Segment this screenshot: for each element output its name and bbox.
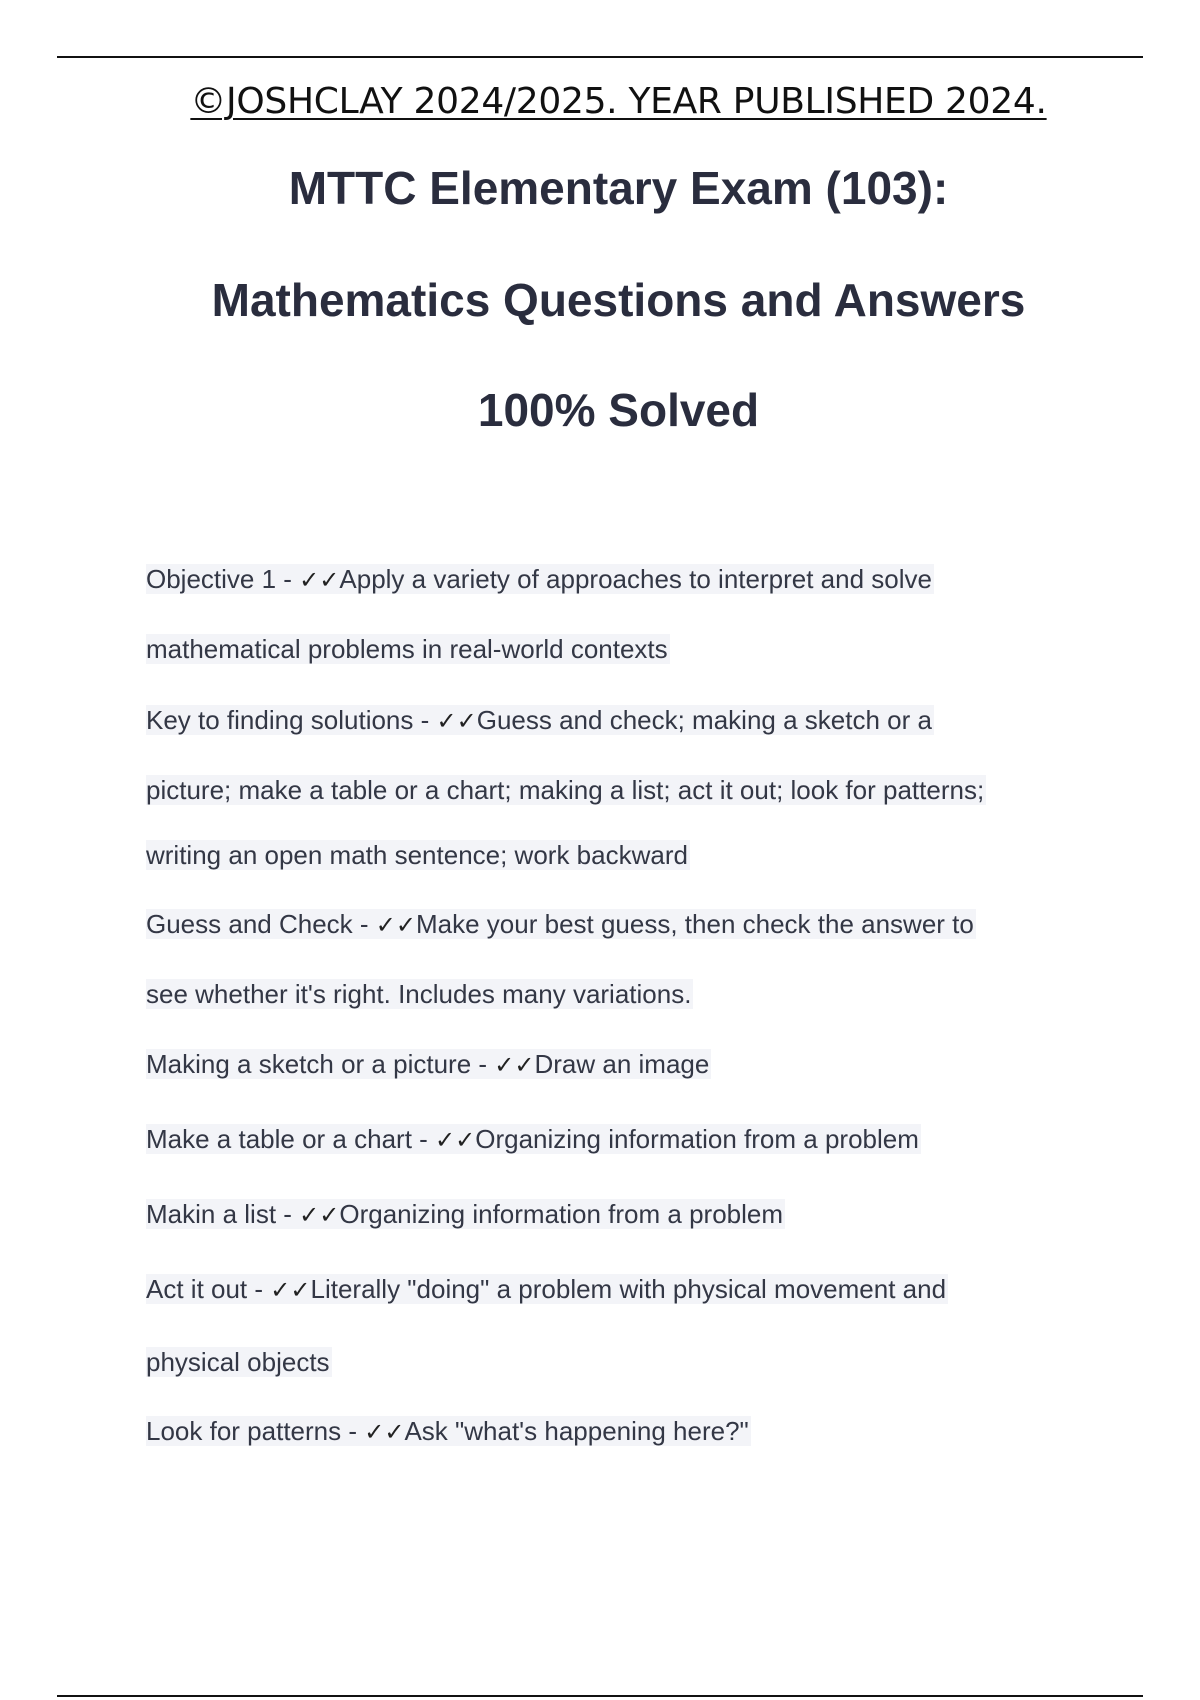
copyright-header xyxy=(0,78,1200,126)
document-title-line-2: Mathematics Questions and Answers xyxy=(211,274,1026,326)
entry-answer-continued: mathematical problems in real-world contexts xyxy=(146,634,668,664)
entry-term: Guess and Check - xyxy=(146,909,376,939)
entry-look-patterns xyxy=(146,1414,751,1449)
checkmark-icon: ✓✓ xyxy=(299,566,340,594)
entry-term: Makin a list - xyxy=(146,1199,300,1229)
bottom-rule xyxy=(57,1695,1143,1697)
entry-term: Making a sketch or a picture - xyxy=(146,1049,495,1079)
checkmark-icon: ✓✓ xyxy=(375,911,416,939)
entry-answer: Make your best guess, then check the answer to xyxy=(416,909,974,939)
entry-answer: Guess and check; making a sketch or a xyxy=(476,705,932,735)
top-rule xyxy=(57,56,1143,58)
entry-objective-1-line-1 xyxy=(146,562,934,597)
checkmark-icon: ✓✓ xyxy=(270,1276,311,1304)
entry-answer-continued: writing an open math sentence; work backward xyxy=(146,840,688,870)
entry-term: Key to finding solutions - xyxy=(146,705,437,735)
entry-answer: Organizing information from a problem xyxy=(475,1124,919,1154)
checkmark-icon: ✓✓ xyxy=(436,707,477,735)
entry-answer: Literally "doing" a problem with physical movement and xyxy=(310,1274,947,1304)
entry-term: Objective 1 - xyxy=(146,564,300,594)
entry-objective-1-line-2 xyxy=(146,632,670,666)
entry-answer-continued: physical objects xyxy=(146,1347,330,1377)
entry-answer: Ask "what's happening here?" xyxy=(404,1416,749,1446)
entry-act-it-out-line-1 xyxy=(146,1272,948,1307)
entry-answer-continued: picture; make a table or a chart; making a list; act it out; look for patterns; xyxy=(146,775,985,805)
checkmark-icon: ✓✓ xyxy=(364,1418,405,1446)
entry-term: Act it out - xyxy=(146,1274,271,1304)
checkmark-icon: ✓✓ xyxy=(435,1126,476,1154)
entry-make-list xyxy=(146,1197,785,1232)
entry-act-it-out-line-2 xyxy=(146,1345,332,1379)
checkmark-icon: ✓✓ xyxy=(299,1201,340,1229)
entry-answer: Organizing information from a problem xyxy=(339,1199,784,1229)
document-title-line-3: 100% Solved xyxy=(477,384,760,436)
entry-table-chart xyxy=(146,1122,921,1157)
copyright-text: ©JOSHCLAY 2024/2025. YEAR PUBLISHED 2024. xyxy=(190,81,1047,122)
entry-key-solutions-line-3 xyxy=(146,838,690,872)
entry-answer-continued: see whether it's right. Includes many variations. xyxy=(146,979,692,1009)
entry-guess-check-line-2 xyxy=(146,977,693,1011)
document-title-line-1: MTTC Elementary Exam (103): xyxy=(288,162,949,214)
entry-key-solutions-line-1 xyxy=(146,703,934,738)
entry-term: Look for patterns - xyxy=(146,1416,365,1446)
entry-term: Make a table or a chart - xyxy=(146,1124,436,1154)
entry-key-solutions-line-2 xyxy=(146,773,986,807)
entry-guess-check-line-1 xyxy=(146,907,976,942)
entry-sketch-picture xyxy=(146,1047,711,1082)
checkmark-icon: ✓✓ xyxy=(494,1051,535,1079)
entry-answer: Draw an image xyxy=(534,1049,710,1079)
entry-answer: Apply a variety of approaches to interpret and solve xyxy=(339,564,932,594)
